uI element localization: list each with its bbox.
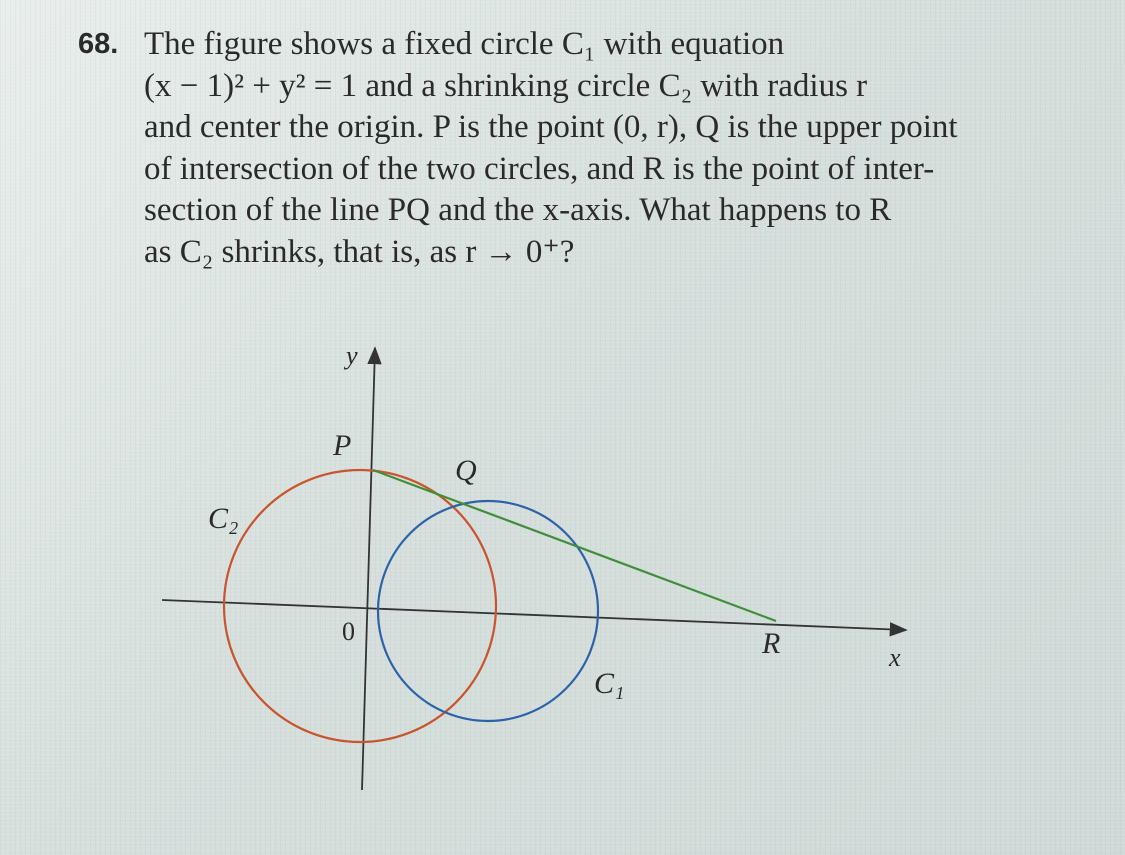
circle-c1-label: C₁ — [594, 667, 625, 700]
problem-line-3: and center the origin. P is the point (0, r), Q is the upper point — [144, 109, 958, 145]
problem-number: 68. — [78, 28, 119, 60]
problem-line-4: of intersection of the two circles, and R is the point of inter- — [144, 150, 935, 187]
x-axis-label: x — [889, 643, 901, 672]
circle-c2-label: C₂ — [208, 502, 239, 535]
origin-label: 0 — [342, 617, 355, 646]
point-q-label: Q — [455, 454, 477, 487]
circle-c2 — [224, 470, 496, 742]
line-pqr — [373, 470, 776, 621]
circle-c1 — [378, 501, 598, 721]
y-axis — [362, 348, 375, 790]
problem-line-2: (x − 1)² + y² = 1 and a shrinking circle C₂ with radius r — [144, 67, 868, 104]
problem-line-5: section of the line PQ and the x-axis. What happens to R — [144, 192, 892, 228]
y-axis-label: y — [346, 341, 358, 370]
point-p-label: P — [333, 429, 352, 462]
problem-line-1: The figure shows a fixed circle C₁ with equation — [144, 26, 785, 62]
problem-line-6: as C₂ shrinks, that is, as r → 0⁺? — [144, 233, 575, 270]
point-r-label: R — [762, 627, 781, 660]
x-axis — [162, 600, 906, 630]
